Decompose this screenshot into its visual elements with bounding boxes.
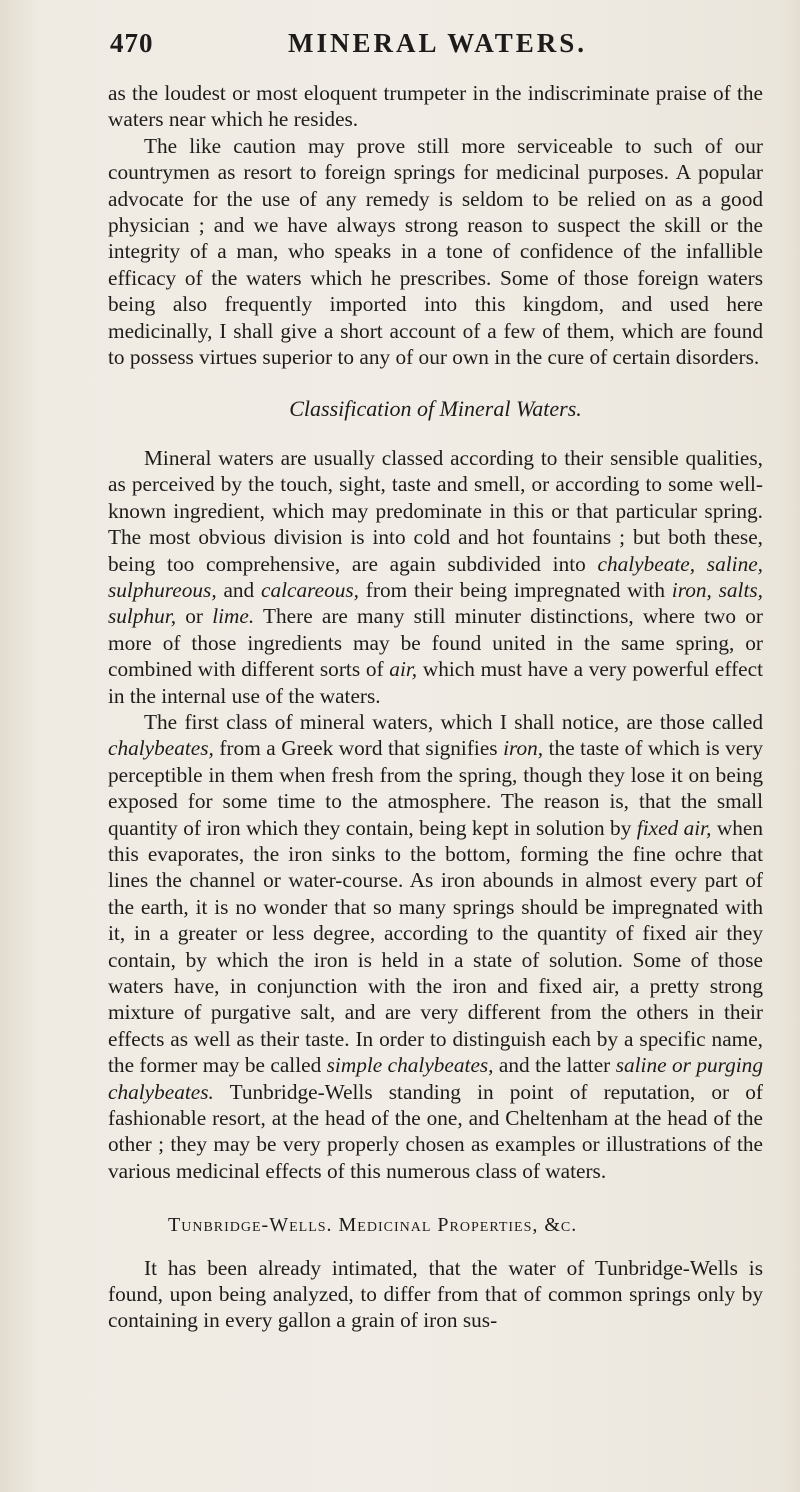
page-header: [110, 28, 770, 68]
section-subheading: Classification of Mineral Waters.: [289, 396, 582, 422]
paragraph-classification: [108, 445, 763, 709]
paragraph-continued: as the loudest or most eloquent trumpeter in the indiscriminate praise of the waters near which he resides.: [108, 81, 763, 132]
section-heading: [108, 1212, 763, 1238]
text-run: Mineral waters are usually classed according to their sensible qualities, as perceived by the touch, sight, taste and smell, or according to some well-known ingredient, which may predominate in this or that particular spring. The most obvious division is into cold and hot fountains ; but both these, being too comprehensive, are again subdivided into: [108, 445, 763, 576]
italic-run: chalybeate, saline, sulphureous,: [108, 551, 763, 602]
text-run: or: [176, 604, 213, 629]
section-heading-text: Tunbridge-Wells. Medicinal Properties, &c.: [168, 1214, 578, 1237]
italic-run: lime.: [212, 604, 255, 629]
italic-run: iron, salts, sulphur,: [108, 577, 764, 629]
text-run: and the latter: [493, 1053, 616, 1078]
text-run: which must have a very powerful effect in the internal use of the waters.: [108, 657, 763, 708]
italic-run: fixed air,: [636, 815, 712, 840]
text-run: There are many still minuter distinctions, where two or more of those ingredients may be found united in the same spring, or combined with different sorts of: [108, 604, 763, 682]
italic-run: simple chalybeates,: [326, 1053, 494, 1078]
text-run: the taste of which is very perceptible in them when fresh from the spring, though they lose it on being exposed for some time to the atmosphere. The reason is, that the small quantity of iron which they contain, being kept in solution by: [108, 736, 763, 840]
paragraph-tunbridge: It has been already intimated, that the water of Tunbridge-Wells is found, upon being analyzed, to differ from that of common springs only by containing in every gallon a grain of iron sus-: [108, 1255, 763, 1333]
text-run: when this evaporates, the iron sinks to the bottom, forming the fine ochre that lines the channel or water-course. As iron abounds in almost every part of the earth, it is no wonder that so many springs should be impregnated with it, in a greater or less degree, according to the quantity of fixed air they contain, by which the iron is held in a state of solution. Some of those waters have, in conjunction with the iron and fixed air, a pretty strong mixture of purgative salt, and are very different from the others in their effects as well as their taste. In order to distinguish each by a specific name, the former may be called: [108, 815, 763, 1078]
page-number: 470: [110, 28, 154, 58]
paragraph-chalybeates: [108, 709, 763, 1184]
italic-run: chalybeates,: [108, 736, 214, 761]
body-text: [108, 80, 763, 1334]
italic-run: calcareous,: [261, 577, 359, 602]
italic-run: iron,: [503, 736, 544, 761]
running-title: MINERAL WATERS.: [288, 28, 588, 58]
text-run: from their being impregnated with: [359, 577, 672, 602]
text-run: from a Greek word that signifies: [213, 736, 504, 761]
italic-run: saline or purging chalybeates.: [108, 1053, 763, 1104]
italic-run: air,: [389, 657, 418, 682]
paragraph-caution: The like caution may prove still more serviceable to such of our countrymen as resort to foreign springs for medicinal purposes. A popular advocate for the use of any remedy is seldom to be relied on as a good physician ; and we have always strong reason to suspect the skill or the integrity of a man, who speaks in a tone of confidence of the infallible efficacy of the waters which he prescribes. Some of those foreign waters being also frequently imported into this kingdom, and used here medicinally, I shall give a short account of a few of them, which are found to possess virtues superior to any of our own in the cure of certain disorders.: [108, 133, 763, 370]
text-run: and: [216, 577, 262, 602]
text-run: Tunbridge-Wells standing in point of reputation, or of fashionable resort, at the head of the one, and Cheltenham at the head of the other ; they may be very properly chosen as examples or illustrations of the various medicinal effects of this numerous class of waters.: [108, 1079, 763, 1183]
text-run: The first class of mineral waters, which I shall notice, are those called: [144, 709, 763, 734]
